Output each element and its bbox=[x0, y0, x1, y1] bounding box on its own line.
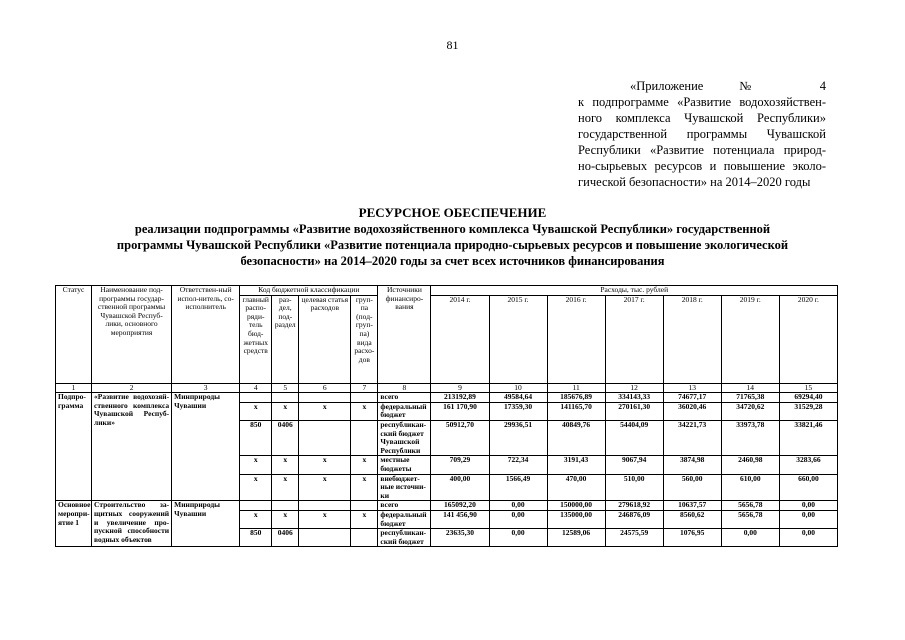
group-cell bbox=[351, 420, 378, 455]
column-number: 7 bbox=[351, 383, 378, 393]
value-cell: 213192,89 bbox=[431, 393, 489, 403]
value-cell: 709,29 bbox=[431, 456, 489, 474]
column-number: 9 bbox=[431, 383, 489, 393]
table-row bbox=[56, 393, 838, 403]
target-cell bbox=[299, 529, 351, 547]
resource-table bbox=[55, 285, 838, 547]
responsible-cell: Минприроды Чувашии bbox=[172, 501, 240, 547]
section-cell bbox=[272, 393, 299, 403]
value-cell: 34221,73 bbox=[663, 420, 721, 455]
group-cell: х bbox=[351, 456, 378, 474]
value-cell: 3283,66 bbox=[779, 456, 837, 474]
header-sources: Источники финансиро-вания bbox=[378, 286, 431, 384]
status-cell: Подпро-грамма bbox=[56, 393, 92, 501]
column-number: 15 bbox=[779, 383, 837, 393]
target-cell: х bbox=[299, 456, 351, 474]
value-cell: 33973,78 bbox=[721, 420, 779, 455]
value-cell: 660,00 bbox=[779, 474, 837, 501]
target-cell: х bbox=[299, 474, 351, 501]
header-year: 2020 г. bbox=[779, 295, 837, 383]
header-expenses: Расходы, тыс. рублей bbox=[431, 286, 838, 296]
grbs-cell bbox=[240, 393, 272, 403]
value-cell: 246876,09 bbox=[605, 510, 663, 528]
value-cell: 71765,38 bbox=[721, 393, 779, 403]
header-group: груп-па (под-груп-па) вида расхо-дов bbox=[351, 295, 378, 383]
column-number: 12 bbox=[605, 383, 663, 393]
page-number: 81 bbox=[446, 38, 459, 52]
group-cell bbox=[351, 393, 378, 403]
value-cell: 5656,78 bbox=[721, 501, 779, 511]
header-target: целевая статья расходов bbox=[299, 295, 351, 383]
grbs-cell: х bbox=[240, 474, 272, 501]
value-cell: 0,00 bbox=[779, 501, 837, 511]
section-cell: 0406 bbox=[272, 529, 299, 547]
column-number: 14 bbox=[721, 383, 779, 393]
column-number: 3 bbox=[172, 383, 240, 393]
source-cell: федеральный бюджет bbox=[378, 402, 431, 420]
name-cell: Строительство за-щитных сооружений и увеличение про-пускной способности водных объектов bbox=[92, 501, 172, 547]
section-cell: х bbox=[272, 456, 299, 474]
value-cell: 3874,98 bbox=[663, 456, 721, 474]
header-status: Статус bbox=[56, 286, 92, 384]
value-cell: 0,00 bbox=[489, 510, 547, 528]
value-cell: 1076,95 bbox=[663, 529, 721, 547]
source-cell: местные бюджеты bbox=[378, 456, 431, 474]
table-row bbox=[56, 501, 838, 511]
value-cell: 165092,20 bbox=[431, 501, 489, 511]
value-cell: 54404,09 bbox=[605, 420, 663, 455]
value-cell: 36020,46 bbox=[663, 402, 721, 420]
annex-line: гической безопасности» на 2014–2020 годы bbox=[578, 175, 811, 189]
header-name: Наименование под-программы государ-ственной программы Чувашской Респуб-лики, основного мероприятия bbox=[92, 286, 172, 384]
value-cell: 12589,06 bbox=[547, 529, 605, 547]
name-cell: «Развитие водохозяй-ственного комплекса Чувашской Респуб-лики» bbox=[92, 393, 172, 501]
value-cell: 510,00 bbox=[605, 474, 663, 501]
annex-line: «Приложение № 4 bbox=[630, 79, 826, 93]
section-cell: х bbox=[272, 510, 299, 528]
value-cell: 0,00 bbox=[489, 529, 547, 547]
value-cell: 270161,30 bbox=[605, 402, 663, 420]
value-cell: 141165,70 bbox=[547, 402, 605, 420]
target-cell: х bbox=[299, 510, 351, 528]
subtitle-line: программы Чувашской Республики «Развитие потенциала природно-сырьевых ресурсов и повышение экологической bbox=[116, 238, 789, 252]
value-cell: 560,00 bbox=[663, 474, 721, 501]
value-cell: 74677,17 bbox=[663, 393, 721, 403]
value-cell: 185676,89 bbox=[547, 393, 605, 403]
column-number: 4 bbox=[240, 383, 272, 393]
source-cell: республикан-ский бюджет bbox=[378, 529, 431, 547]
value-cell: 722,34 bbox=[489, 456, 547, 474]
responsible-cell: Минприроды Чувашии bbox=[172, 393, 240, 501]
header-year: 2016 г. bbox=[547, 295, 605, 383]
value-cell: 9067,94 bbox=[605, 456, 663, 474]
grbs-cell: х bbox=[240, 402, 272, 420]
value-cell: 40849,76 bbox=[547, 420, 605, 455]
value-cell: 29936,51 bbox=[489, 420, 547, 455]
column-number: 8 bbox=[378, 383, 431, 393]
column-numbers-row bbox=[56, 383, 838, 393]
header-section: раз-дел, под-раздел bbox=[272, 295, 299, 383]
annex-line: но-сырьевых ресурсов и повышение эколо- bbox=[578, 159, 826, 173]
grbs-cell: х bbox=[240, 456, 272, 474]
value-cell: 1566,49 bbox=[489, 474, 547, 501]
grbs-cell: х bbox=[240, 510, 272, 528]
section-cell: х bbox=[272, 402, 299, 420]
header-responsible: Ответствен-ный испол-нитель, со-исполнитель bbox=[172, 286, 240, 384]
section-cell: 0406 bbox=[272, 420, 299, 455]
value-cell: 610,00 bbox=[721, 474, 779, 501]
target-cell bbox=[299, 501, 351, 511]
value-cell: 34720,62 bbox=[721, 402, 779, 420]
header-year: 2019 г. bbox=[721, 295, 779, 383]
value-cell: 8560,62 bbox=[663, 510, 721, 528]
value-cell: 5656,78 bbox=[721, 510, 779, 528]
source-cell: всего bbox=[378, 393, 431, 403]
document-title: РЕСУРСНОЕ ОБЕСПЕЧЕНИЕ bbox=[358, 205, 547, 220]
value-cell: 69294,40 bbox=[779, 393, 837, 403]
value-cell: 2460,98 bbox=[721, 456, 779, 474]
column-number: 2 bbox=[92, 383, 172, 393]
status-cell: Основное меропри-ятие 1 bbox=[56, 501, 92, 547]
column-number: 10 bbox=[489, 383, 547, 393]
column-number: 11 bbox=[547, 383, 605, 393]
annex-note bbox=[578, 78, 826, 190]
header-year: 2017 г. bbox=[605, 295, 663, 383]
group-cell bbox=[351, 501, 378, 511]
group-cell: х bbox=[351, 402, 378, 420]
grbs-cell bbox=[240, 501, 272, 511]
column-number: 1 bbox=[56, 383, 92, 393]
group-cell bbox=[351, 529, 378, 547]
subtitle-line: реализации подпрограммы «Развитие водохозяйственного комплекса Чувашской Республики» государственной bbox=[134, 222, 771, 236]
value-cell: 0,00 bbox=[489, 501, 547, 511]
annex-line: Республики «Развитие потенциала природ- bbox=[578, 143, 826, 157]
source-cell: федеральный бюджет bbox=[378, 510, 431, 528]
value-cell: 0,00 bbox=[721, 529, 779, 547]
value-cell: 33821,46 bbox=[779, 420, 837, 455]
document-subtitle bbox=[60, 221, 845, 269]
value-cell: 400,00 bbox=[431, 474, 489, 501]
value-cell: 10637,57 bbox=[663, 501, 721, 511]
column-number: 13 bbox=[663, 383, 721, 393]
value-cell: 135000,00 bbox=[547, 510, 605, 528]
value-cell: 3191,43 bbox=[547, 456, 605, 474]
target-cell bbox=[299, 420, 351, 455]
column-number: 6 bbox=[299, 383, 351, 393]
annex-line: ного комплекса Чувашской Республики» bbox=[578, 111, 826, 125]
value-cell: 150000,00 bbox=[547, 501, 605, 511]
section-cell: х bbox=[272, 474, 299, 501]
header-grbs: главный распо-ряди-тель бюд-жетных средств bbox=[240, 295, 272, 383]
value-cell: 141 456,90 bbox=[431, 510, 489, 528]
group-cell: х bbox=[351, 474, 378, 501]
value-cell: 0,00 bbox=[779, 529, 837, 547]
value-cell: 17359,30 bbox=[489, 402, 547, 420]
annex-line: государственной программы Чувашской bbox=[578, 127, 826, 141]
value-cell: 470,00 bbox=[547, 474, 605, 501]
column-number: 5 bbox=[272, 383, 299, 393]
annex-line: к подпрограмме «Развитие водохозяйствен- bbox=[578, 95, 826, 109]
source-cell: внебюджет-ные источни-ки bbox=[378, 474, 431, 501]
value-cell: 31529,28 bbox=[779, 402, 837, 420]
subtitle-line: безопасности» на 2014–2020 годы за счет всех источников финансирования bbox=[240, 254, 665, 268]
source-cell: республикан-ский бюджет Чувашской Республики bbox=[378, 420, 431, 455]
value-cell: 50912,70 bbox=[431, 420, 489, 455]
grbs-cell: 850 bbox=[240, 420, 272, 455]
value-cell: 279618,92 bbox=[605, 501, 663, 511]
header-year: 2015 г. bbox=[489, 295, 547, 383]
value-cell: 334143,33 bbox=[605, 393, 663, 403]
value-cell: 24575,59 bbox=[605, 529, 663, 547]
header-year: 2014 г. bbox=[431, 295, 489, 383]
source-cell: всего bbox=[378, 501, 431, 511]
target-cell: х bbox=[299, 402, 351, 420]
target-cell bbox=[299, 393, 351, 403]
value-cell: 0,00 bbox=[779, 510, 837, 528]
section-cell bbox=[272, 501, 299, 511]
value-cell: 49584,64 bbox=[489, 393, 547, 403]
header-year: 2018 г. bbox=[663, 295, 721, 383]
group-cell: х bbox=[351, 510, 378, 528]
value-cell: 23635,30 bbox=[431, 529, 489, 547]
value-cell: 161 170,90 bbox=[431, 402, 489, 420]
header-budget-code: Код бюджетной классификации bbox=[240, 286, 378, 296]
grbs-cell: 850 bbox=[240, 529, 272, 547]
